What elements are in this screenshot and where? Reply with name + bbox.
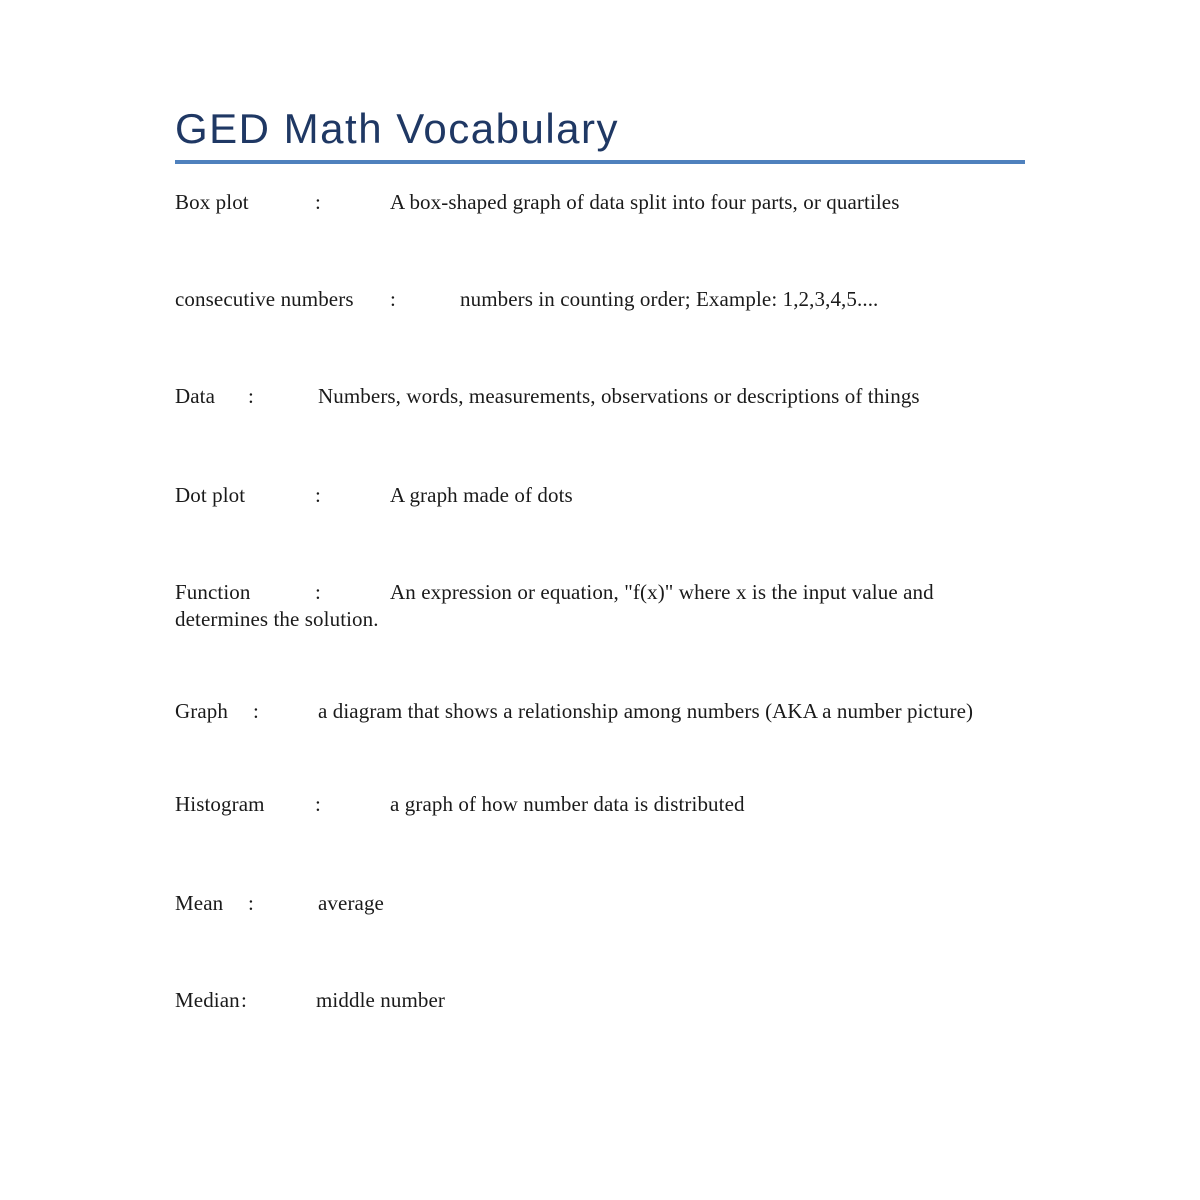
glossary-entry [175,579,985,633]
term-label: Histogram [175,792,265,816]
colon-separator: : [390,287,396,311]
term-label: Box plot [175,190,249,214]
glossary-entry [175,791,985,818]
colon-separator: : [248,891,254,915]
glossary-entry [175,189,985,216]
colon-separator: : [315,792,321,816]
definition-text: A graph made of dots [390,483,573,507]
definition-text: Numbers, words, measurements, observations or descriptions of things [318,384,920,408]
glossary-entry [175,698,985,725]
term-label: Dot plot [175,483,246,507]
definition-text: average [318,891,384,915]
glossary-entry [175,482,985,509]
definition-text: a diagram that shows a relationship among numbers (AKA a number picture) [318,699,974,723]
glossary-entry [175,286,985,313]
colon-separator: : [315,580,321,604]
colon-separator: : [315,190,321,214]
colon-separator: : [241,988,247,1012]
term-label: Function [175,580,251,604]
definition-text: An expression or equation, "f(x)" where x is the input value and determines the solution. [175,580,934,631]
term-label: Graph [175,699,228,723]
definition-text: a graph of how number data is distributed [390,792,745,816]
glossary-entry [175,890,985,917]
colon-separator: : [315,483,321,507]
term-label: Data [175,384,216,408]
definition-text: middle number [316,988,446,1012]
definition-text: numbers in counting order; Example: 1,2,3,4,5.... [460,287,879,311]
glossary-entry [175,987,985,1014]
definition-text: A box-shaped graph of data split into four parts, or quartiles [390,190,900,214]
term-label: Median [175,988,240,1012]
glossary-entry [175,383,985,410]
colon-separator: : [253,699,259,723]
page-title: GED Math Vocabulary [175,104,1025,164]
colon-separator: : [248,384,254,408]
term-label: consecutive numbers [175,287,354,311]
term-label: Mean [175,891,224,915]
glossary-list [175,189,1025,1014]
